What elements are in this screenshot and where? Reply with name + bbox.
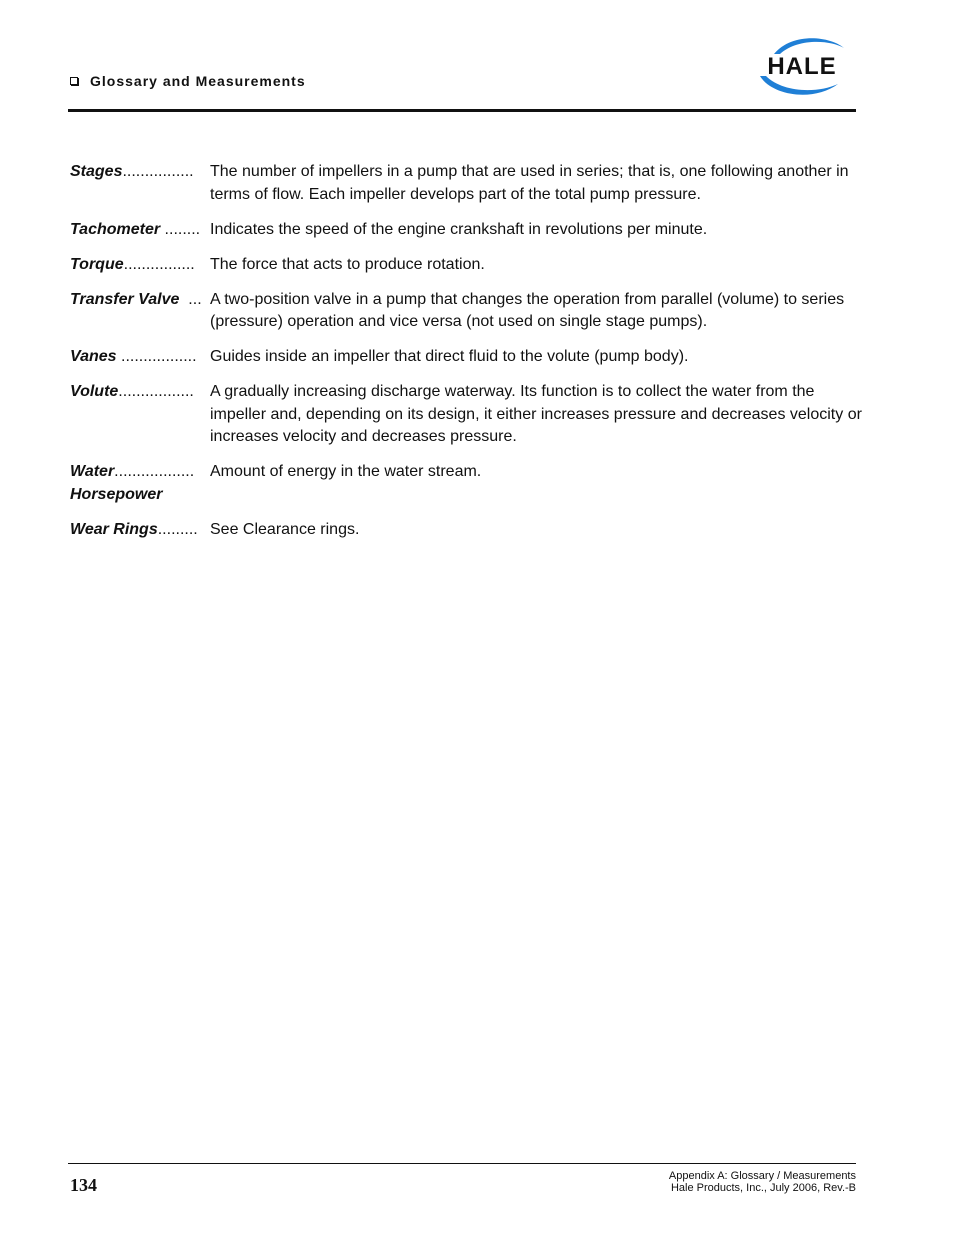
- glossary-term: Transfer Valve: [70, 290, 180, 308]
- glossary-term: Volute: [70, 383, 119, 400]
- dot-leader: ........: [160, 220, 201, 238]
- glossary-definition: The number of impellers in a pump that are used in series; that is, one following another in terms of flow. Each impeller develops part of the total pump pressure.: [210, 163, 849, 203]
- glossary-definition: Amount of energy in the water stream.: [210, 463, 482, 480]
- dot-leader: .................: [116, 348, 197, 365]
- footer-line-appendix: Appendix A: Glossary / Measurements: [668, 1170, 856, 1182]
- footer-rule: [68, 1163, 856, 1164]
- glossary-definition: Indicates the speed of the engine crankshaft in revolutions per minute.: [210, 220, 708, 238]
- dot-leader: ................: [123, 255, 195, 273]
- glossary-term: Tachometer: [70, 220, 161, 238]
- section-title: Glossary and Measurements: [90, 73, 306, 89]
- glossary-entry: [70, 461, 870, 506]
- footer-line-publisher: Hale Products, Inc., July 2006, Rev.-B: [670, 1182, 856, 1194]
- glossary-term: Stages: [70, 163, 123, 180]
- dot-leader: ..................: [114, 463, 195, 480]
- checkbox-bullet-icon: [70, 77, 78, 85]
- section-header: [70, 73, 306, 89]
- dot-leader: .........: [157, 520, 198, 538]
- glossary-entry: [70, 381, 870, 449]
- dot-leader: .................: [118, 383, 194, 400]
- hale-logo: [752, 34, 852, 100]
- glossary-definition: A gradually increasing discharge waterway. Its function is to collect the water from the impeller and, depending on its design, it either increases pressure and decreases velocity or increases velocity and decreases pressure.: [210, 383, 862, 445]
- page-number: 134: [70, 1175, 97, 1195]
- glossary-term: Wear Rings: [70, 520, 158, 538]
- glossary-entry: [70, 346, 870, 369]
- glossary-entry: [70, 161, 870, 206]
- glossary-list: [70, 161, 870, 554]
- glossary-definition: A two-position valve in a pump that changes the operation from parallel (volume) to series (pressure) operation and vice versa (not used on single stage pumps).: [210, 290, 845, 330]
- header-rule: [68, 109, 856, 112]
- glossary-entry: [70, 219, 870, 242]
- dot-leader: ...: [179, 290, 202, 308]
- footer-info: [669, 1170, 856, 1194]
- logo-text: HALE: [767, 53, 837, 80]
- glossary-definition: Guides inside an impeller that direct fluid to the volute (pump body).: [210, 348, 689, 365]
- glossary-definition: The force that acts to produce rotation.: [210, 255, 485, 273]
- glossary-term: Vanes: [70, 348, 117, 365]
- glossary-entry: [70, 254, 870, 277]
- dot-leader: ................: [122, 163, 194, 180]
- glossary-entry: [70, 519, 870, 542]
- glossary-entry: [70, 289, 870, 334]
- glossary-term: Torque: [70, 255, 124, 273]
- glossary-term-line2: Horsepower: [70, 485, 163, 503]
- glossary-definition: See Clearance rings.: [210, 520, 360, 538]
- glossary-term: Water: [70, 463, 115, 480]
